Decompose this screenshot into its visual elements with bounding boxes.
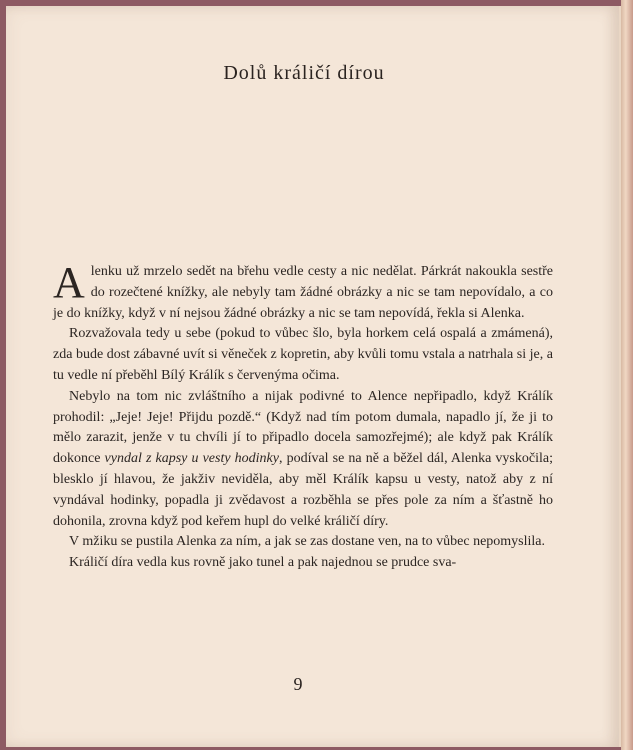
- paragraph-2: Rozvažovala tedy u sebe (pokud to vůbec šlo, byla horkem celá ospalá a zmámená), zda bude dost zábavné uvít si věneček z kopretin, aby kvůli tomu vstala a natrhala si je, a tu vedle ní přeběhl Bílý Králík s červenýma očima.: [53, 326, 553, 383]
- paragraph-3-italic: vyndal z kapsy u vesty hodinky: [104, 451, 279, 467]
- paragraph-3-text-a: Nebylo na tom nic zvláštního a nijak podivné to Alence nepřipadlo, když Králík prohodil: „Jeje! Jeje! Přijdu pozdě.“ (Když nad tím potom dumala, napadlo jí, že ji to mělo zarazit, jenže v tu chvíli jí to připadlo docela samozřejmé); ale když pak Králík dokonce: [53, 388, 553, 467]
- paragraph-5: Králičí díra vedla kus rovně jako tunel a pak najednou se prudce sva-: [69, 555, 457, 571]
- paragraph-3: [53, 387, 553, 533]
- page-number: 9: [293, 674, 303, 694]
- chapter-text: [53, 258, 553, 574]
- book-page: [6, 6, 622, 747]
- chapter-title: Dolů králičí dírou: [223, 62, 385, 84]
- paragraph-1-text: lenku už mrzelo sedět na břehu vedle cesty a nic nedělat. Párkrát nakoukla sestře do rozečtené knížky, ale nebyly tam žádné obrázky a nic se tam nepovídalo, a co je do knížky, když v ní nejsou žádné obrázky a nic se tam nepovídá, řekla si Alenka.: [53, 264, 553, 321]
- page-edge: [621, 0, 633, 750]
- paragraph-1: [53, 258, 553, 324]
- paragraph-3-text-b: , podíval se na ně a běžel dál, Alenka vyskočila; blesklo jí hlavou, že jakživ neviděla, aby měl Králík kapsu u vesty, natož aby z ní vyndával hodinky, popadla ji zvědavost a rozběhla se přes pole za ním a šťastně ho dohonila, zrovna když pod keřem hupl do velké králičí díry.: [53, 451, 553, 529]
- paragraph-4: V mžiku se pustila Alenka za ním, a jak se zas dostane ven, na to vůbec nepomyslila.: [69, 534, 546, 550]
- drop-cap: A: [53, 258, 85, 307]
